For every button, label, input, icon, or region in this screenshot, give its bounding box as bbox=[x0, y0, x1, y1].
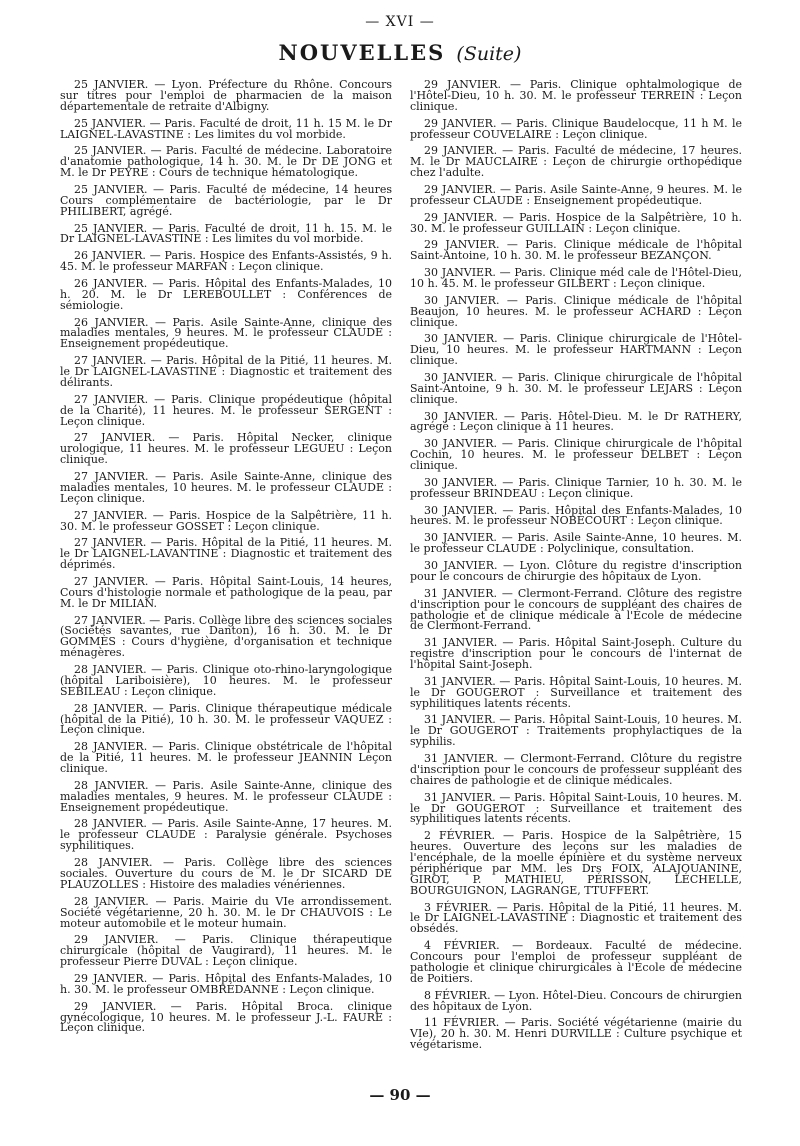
news-entry: 30 JANVIER. — Paris. Hôpital des Enfants-Malades, 10 heures. M. le professeur NOBÉCOURT : Leçon clinique. bbox=[410, 503, 742, 528]
news-entry: 3 FÉVRIER. — Paris. Hôpital de la Pitié, 11 heures. M. le Dr LAIGNEL-LAVASTINE : Diagnostic et traitement des obsédés. bbox=[410, 900, 742, 936]
news-entry: 31 JANVIER. — Paris. Hôpital Saint-Joseph. Culture du registre d'inscription pour le concours de l'internat de l'hôpital Saint-Joseph. bbox=[410, 636, 742, 672]
news-entry: 31 JANVIER. — Paris. Hôpital Saint-Louis, 10 heures. M. le Dr GOUGEROT : Traitements prophylactiques de la syphilis. bbox=[410, 713, 742, 749]
news-entry: 30 JANVIER. — Paris. Clinique chirurgicale de l'hôpital Cochin, 10 heures. M. le professeur DELBET : Leçon clinique. bbox=[410, 437, 742, 473]
news-entry: 25 JANVIER. — Lyon. Préfecture du Rhône. Concours sur titres pour l'emploi de pharmacien de la maison départementale de retraite d'Albigny. bbox=[60, 78, 392, 113]
news-entry: 25 JANVIER. — Paris. Faculté de médecine, 14 heures Cours complémentaire de bactériologie, par le Dr PHILIBERT, agrégé. bbox=[60, 182, 392, 218]
news-entry: 26 JANVIER. — Paris. Hospice des Enfants-Assistés, 9 h. 45. M. le professeur MARFAN : Leçon clinique. bbox=[60, 249, 392, 274]
news-entry: 27 JANVIER. — Paris. Hospice de la Salpêtrière, 11 h. 30. M. le professeur GOSSET : Leçon clinique. bbox=[60, 508, 392, 533]
page-title: NOUVELLES bbox=[278, 40, 446, 65]
news-entry: 29 JANVIER. — Paris. Clinique thérapeutique chirurgicale (hôpital de Vaugirard), 11 heures. M. le professeur Pierre DUVAL : Leçon clinique. bbox=[60, 933, 392, 969]
news-entry: 28 JANVIER. — Paris. Asile Sainte-Anne, clinique des maladies mentales, 9 heures. M. le professeur CLAUDE : Enseignement propédeutique. bbox=[60, 778, 392, 814]
roman-page-number: — XVI — bbox=[365, 14, 435, 30]
news-entry: 4 FÉVRIER. — Bordeaux. Faculté de médecine. Concours pour l'emploi de professeur suppléant de pathologie et clinique chirurgicales à l'École de médecine de Poitiers. bbox=[410, 939, 742, 985]
right-column bbox=[410, 80, 742, 1057]
news-entry: 27 JANVIER. — Paris. Hôpital Necker, clinique urologique, 11 heures. M. le professeur LEGUEU : Leçon clinique. bbox=[60, 431, 392, 467]
news-entry: 30 JANVIER. — Paris. Asile Sainte-Anne, 10 heures. M. le professeur CLAUDE : Polyclinique, consultation. bbox=[410, 531, 742, 556]
news-entry: 29 JANVIER. — Paris. Clinique Baudelocque, 11 h M. le professeur COUVELAIRE : Leçon clinique. bbox=[410, 116, 742, 141]
page-subtitle: (Suite) bbox=[456, 43, 522, 65]
news-entry: 26 JANVIER. — Paris. Hôpital des Enfants-Malades, 10 h. 20. M. le Dr LEREBOULLET : Conférences de sémiologie. bbox=[60, 276, 392, 312]
news-entry: 28 JANVIER. — Paris. Clinique thérapeutique médicale (hôpital de la Pitié), 10 h. 30. M. le professeur VAQUEZ : Leçon clinique. bbox=[60, 701, 392, 737]
news-entry: 27 JANVIER. — Paris. Hôpital de la Pitié, 11 heures. M. le Dr LAIGNEL-LAVASTINE : Diagnostic et traitement des délirants. bbox=[60, 354, 392, 389]
page-header bbox=[0, 40, 800, 65]
news-entry: 28 JANVIER. — Paris. Mairie du VIe arrondissement. Société végétarienne, 20 h. 30. M. le Dr CHAUVOIS : Le moteur automobile et le moteur humain. bbox=[60, 894, 392, 930]
news-entry: 25 JANVIER. — Paris. Faculté de droit, 11 h. 15. M. le Dr LAIGNEL-LAVASTINE : Les limites du vol morbide. bbox=[60, 221, 392, 246]
news-entry: 25 JANVIER. — Paris. Faculté de droit, 11 h. 15 M. le Dr LAIGNEL-LAVASTINE : Les limites du vol morbide. bbox=[60, 116, 392, 141]
news-entry: 29 JANVIER. — Paris. Faculté de médecine, 17 heures. M. le Dr MAUCLAIRE : Leçon de chirurgie orthopédique chez l'adulte. bbox=[410, 144, 742, 180]
news-entry: 2 FÉVRIER. — Paris. Hospice de la Salpêtrière, 15 heures. Ouverture des leçons sur les maladies de l'encéphale, de la moelle épinière et du système nerveux périphérique par MM. les Drs FOIX, ALAJOUANINE, GIROT, P. MATHIEU, PÉRISSON, LÉCHELLE, BOURGUIGNON, LAGRANGE, TTUFFERT. bbox=[410, 829, 742, 897]
news-entry: 30 JANVIER. — Paris. Clinique Tarnier, 10 h. 30. M. le professeur BRINDEAU : Leçon clinique. bbox=[410, 475, 742, 500]
left-column bbox=[60, 80, 392, 1040]
news-entry: 29 JANVIER. — Paris. Asile Sainte-Anne, 9 heures. M. le professeur CLAUDE : Enseignement propédeutique. bbox=[410, 182, 742, 207]
news-entry: 27 JANVIER. — Paris. Hôpital de la Pitié, 11 heures. M. le Dr LAIGNEL-LAVANTINE : Diagnostic et traitement des déprimés. bbox=[60, 536, 392, 572]
news-entry: 27 JANVIER. — Paris. Asile Sainte-Anne, clinique des maladies mentales, 10 heures. M. le professeur CLAUDE : Leçon clinique. bbox=[60, 469, 392, 505]
news-entry: 31 JANVIER. — Paris. Hôpital Saint-Louis, 10 heures. M. le Dr GOUGEROT : Surveillance et traitement des syphilitiques latents récents. bbox=[410, 674, 742, 710]
news-entry: 11 FÉVRIER. — Paris. Société végétarienne (mairie du VIe), 20 h. 30. M. Henri DURVILLE : Culture psychique et végétarisme. bbox=[410, 1016, 742, 1052]
news-entry: 25 JANVIER. — Paris. Faculté de médecine. Laboratoire d'anatomie pathologique, 14 h. 30. M. le Dr DE JONG et M. le Dr PEYRE : Cours de technique hématologique. bbox=[60, 144, 392, 180]
news-entry: 30 JANVIER. — Paris. Clinique chirurgicale de l'Hôtel-Dieu, 10 heures. M. le professeur HARTMANN : Leçon clinique. bbox=[410, 332, 742, 368]
news-entry: 29 JANVIER. — Paris. Hospice de la Salpêtrière, 10 h. 30. M. le professeur GUILLAIN : Leçon clinique. bbox=[410, 210, 742, 235]
news-entry: 29 JANVIER. — Paris. Hôpital Broca. clinique gynécologique, 10 heures. M. le professeur J.-L. FAURE : Leçon clinique. bbox=[60, 999, 392, 1035]
news-entry: 27 JANVIER. — Paris. Collège libre des sciences sociales (Sociétés savantes, rue Danton), 16 h. 30. M. le Dr GOMMÈS : Cours d'hygiène, d'organisation et technique ménagères. bbox=[60, 613, 392, 660]
news-entry: 28 JANVIER. — Paris. Clinique oto-rhino-laryngologique (hôpital Lariboisière), 10 heures. M. le professeur SEBILEAU : Leçon clinique. bbox=[60, 663, 392, 698]
news-entry: 28 JANVIER. — Paris. Clinique obstétricale de l'hôpital de la Pitié, 11 heures. M. le professeur JEANNIN Leçon clinique. bbox=[60, 740, 392, 776]
news-entry: 30 JANVIER. — Paris. Clinique chirurgicale de l'hôpital Saint-Antoine, 9 h. 30. M. le professeur LEJARS : Leçon clinique. bbox=[410, 370, 742, 406]
page-number: — 90 — bbox=[369, 1086, 431, 1104]
news-entry: 30 JANVIER. — Lyon. Clôture du registre d'inscription pour le concours de chirurgie des hôpitaux de Lyon. bbox=[410, 558, 742, 583]
news-entry: 31 JANVIER. — Clermont-Ferrand. Clôture du registre d'inscription pour le concours de professeur suppléant des chaires de pathologie et de clinique médicales. bbox=[410, 752, 742, 787]
news-entry: 27 JANVIER. — Paris. Hôpital Saint-Louis, 14 heures, Cours d'histologie normale et pathologique de la peau, par M. le Dr MILIAN. bbox=[60, 574, 392, 610]
news-entry: 26 JANVIER. — Paris. Asile Sainte-Anne, clinique des maladies mentales, 9 heures. M. le professeur CLAUDE : Enseignement propédeutique. bbox=[60, 315, 392, 351]
news-entry: 27 JANVIER. — Paris. Clinique propédeutique (hôpital de la Charité), 11 heures. M. le professeur SERGENT : Leçon clinique. bbox=[60, 392, 392, 428]
news-entry: 8 FÉVRIER. — Lyon. Hôtel-Dieu. Concours de chirurgien des hôpitaux de Lyon. bbox=[410, 988, 742, 1013]
news-entry: 28 JANVIER. — Paris. Asile Sainte-Anne, 17 heures. M. le professeur CLAUDE : Paralysie générale. Psychoses syphilitiques. bbox=[60, 817, 392, 853]
news-entry: 29 JANVIER. — Paris. Clinique ophtalmologique de l'Hôtel-Dieu, 10 h. 30. M. le professeur TERREIN : Leçon clinique. bbox=[410, 78, 742, 113]
news-entry: 30 JANVIER. — Paris. Clinique médicale de l'hôpital Beaujon, 10 heures. M. le professeur ACHARD : Leçon clinique. bbox=[410, 293, 742, 329]
news-entry: 31 JANVIER. — Paris. Hôpital Saint-Louis, 10 heures. M. le Dr GOUGEROT : Surveillance et traitement des syphilitiques latents récents. bbox=[410, 790, 742, 826]
news-entry: 30 JANVIER. — Paris. Clinique méd cale de l'Hôtel-Dieu, 10 h. 45. M. le professeur GILBERT : Leçon clinique. bbox=[410, 266, 742, 290]
news-entry: 29 JANVIER. — Paris. Clinique médicale de l'hôpital Saint-Antoine, 10 h. 30. M. le professeur BEZANÇON. bbox=[410, 238, 742, 263]
news-entry: 29 JANVIER. — Paris. Hôpital des Enfants-Malades, 10 h. 30. M. le professeur OMBRÉDANNE : Leçon clinique. bbox=[60, 971, 392, 996]
news-entry: 30 JANVIER. — Paris. Hôtel-Dieu. M. le Dr RATHERY, agrégé : Leçon clinique à 11 heures. bbox=[410, 409, 742, 434]
news-entry: 28 JANVIER. — Paris. Collège libre des sciences sociales. Ouverture du cours de M. le Dr SICARD DE PLAUZOLLES : Histoire des maladies vénériennes. bbox=[60, 856, 392, 891]
news-entry: 31 JANVIER. — Clermont-Ferrand. Clôture des registre d'inscription pour le concours de suppléant des chaires de pathologie et de clinique médicale à l'École de médecine de Clermont-Ferrand. bbox=[410, 586, 742, 633]
